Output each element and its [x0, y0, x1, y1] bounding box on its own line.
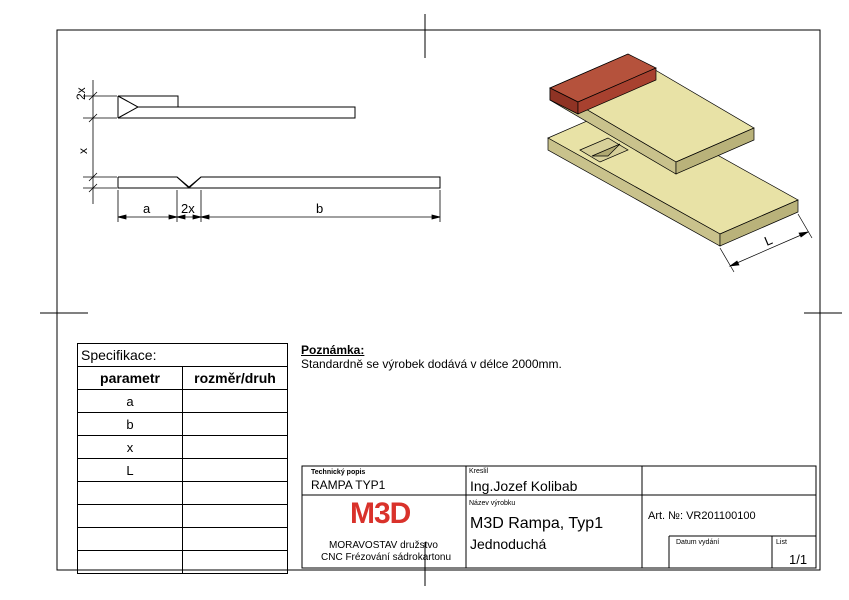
- product-name: M3D Rampa, Typ1: [470, 515, 604, 532]
- spec-param-cell: a: [78, 390, 183, 413]
- profile-view-top: [118, 96, 355, 118]
- spec-param-cell: x: [78, 436, 183, 459]
- profile-view-bottom: [118, 177, 440, 188]
- table-row: [78, 551, 288, 574]
- spec-value-cell: [183, 413, 288, 436]
- table-row: [78, 436, 288, 459]
- table-row: [78, 459, 288, 482]
- company-line1: MORAVOSTAV družstvo: [329, 540, 438, 551]
- issue-date-label: Datum vydání: [676, 539, 720, 546]
- vertical-dimensions: [83, 80, 117, 204]
- company-logo: M3D: [350, 497, 411, 530]
- dim-x-vertical-label: x: [76, 148, 90, 154]
- dim-b-label: b: [316, 201, 324, 216]
- tech-desc-value: RAMPA TYP1: [311, 478, 386, 492]
- spec-value-cell: [183, 390, 288, 413]
- note-heading: Poznámka:: [301, 343, 365, 357]
- sheet-label: List: [776, 539, 787, 546]
- table-row: [78, 505, 288, 528]
- dim-L-label: L: [762, 232, 775, 249]
- spec-title: Specifikace:: [78, 344, 288, 367]
- spec-value-cell: [183, 459, 288, 482]
- product-label: Název výrobku: [469, 500, 516, 507]
- horizontal-dimensions: [118, 190, 440, 222]
- spec-value-cell: [183, 482, 288, 505]
- dim-2x-vertical-label: 2x: [74, 87, 88, 100]
- spec-value-cell: [183, 551, 288, 574]
- company-line2: CNC Frézování sádrokartonu: [321, 552, 452, 563]
- table-row: [78, 528, 288, 551]
- sheet-value: 1/1: [789, 552, 808, 567]
- spec-value-cell: [183, 505, 288, 528]
- spec-value-cell: [183, 528, 288, 551]
- table-row: [78, 482, 288, 505]
- spec-col-size: rozměr/druh: [183, 367, 288, 390]
- isometric-view: [548, 54, 812, 272]
- spec-table: [77, 343, 288, 574]
- table-row: [78, 413, 288, 436]
- spec-value-cell: [183, 436, 288, 459]
- art-number: Art. №: VR201100100: [648, 510, 756, 522]
- spec-param-cell: [78, 528, 183, 551]
- spec-param-cell: L: [78, 459, 183, 482]
- spec-param-cell: [78, 482, 183, 505]
- dim-a-label: a: [143, 201, 151, 216]
- product-sub: Jednoduchá: [470, 536, 547, 552]
- spec-param-cell: [78, 505, 183, 528]
- drawn-label: Kreslil: [469, 468, 489, 475]
- drawn-value: Ing.Jozef Kolibab: [470, 478, 578, 494]
- spec-col-param: parametr: [78, 367, 183, 390]
- table-row: [78, 390, 288, 413]
- note-text: Standardně se výrobek dodává v délce 2000mm.: [301, 357, 562, 371]
- spec-param-cell: [78, 551, 183, 574]
- tech-desc-label: Technický popis: [311, 469, 366, 476]
- dim-2x-label: 2x: [181, 201, 195, 216]
- spec-param-cell: b: [78, 413, 183, 436]
